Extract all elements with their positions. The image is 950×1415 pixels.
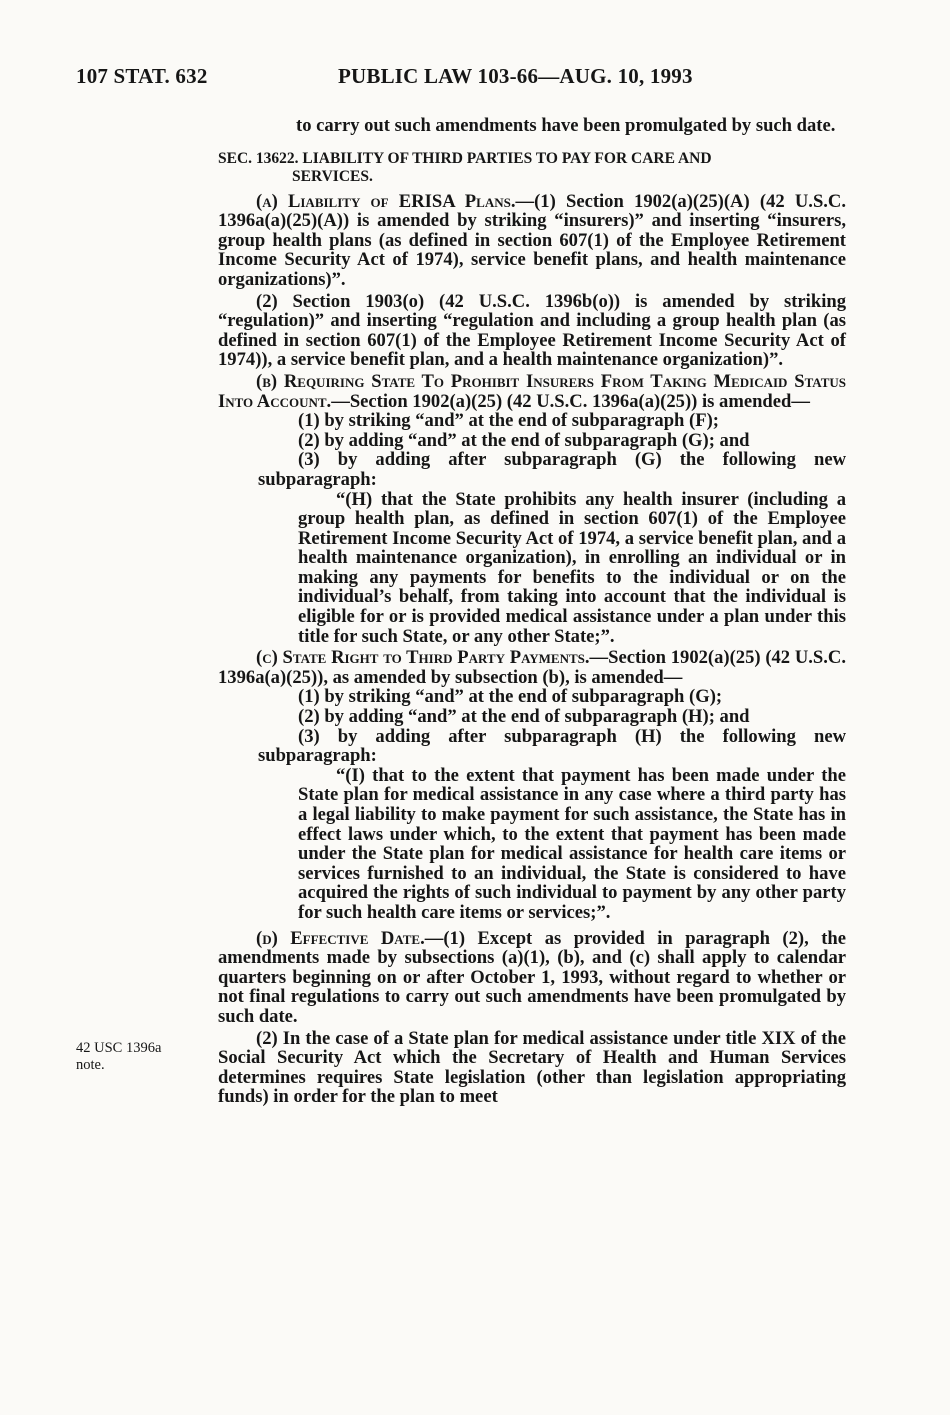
section-heading	[218, 150, 846, 186]
section-heading-line1: SEC. 13622. LIABILITY OF THIRD PARTIES TO PAY FOR CARE AND	[218, 149, 712, 167]
subsection-d-heading: (d) Effective Date.	[256, 927, 425, 949]
subsection-c-item-2: (2) by adding “and” at the end of subparagraph (H); and	[298, 706, 750, 728]
subsection-a-heading: (a) Liability of ERISA Plans.	[256, 190, 516, 212]
page-running-title: PUBLIC LAW 103-66—AUG. 10, 1993	[338, 64, 693, 88]
margin-note-citation: 42 USC 1396a	[76, 1040, 162, 1056]
document-body	[218, 116, 846, 1107]
subsection-c-paragraph	[218, 648, 846, 687]
subsection-b-paragraph	[218, 372, 846, 411]
subsection-c-quoted-text: “(I) that to the extent that payment has been made under the State plan for medical assistance in any case where a third party has a legal liability to make payment for such assistance, the State has in effect laws under which, to the extent that payment has been made under the State plan for medical assistance for health care items or services furnished to an individual, the State is considered to have acquired the rights of such individual to payment by any other party for such health care items or services;”.	[298, 764, 846, 923]
subsection-b-item-3: (3) by adding after subparagraph (G) the following new subparagraph:	[258, 449, 846, 490]
margin-note	[76, 1040, 161, 1074]
subsection-a-text: —(1) Section 1902(a)(25)(A) (42 U.S.C. 1396a(a)(25)(A)) is amended by striking “insurers)” and inserting “insurers, group health plans (as defined in section 607(1) of the Employee Retirement Income Security Act of 1974), service benefit plans, and health maintenance organizations)”.	[218, 190, 847, 290]
continuation-paragraph: to carry out such amendments have been promulgated by such date.	[296, 115, 836, 136]
subsection-b-quoted-text: “(H) that the State prohibits any health insurer (including a group health plan, as defined in section 607(1) of the Employee Retirement Income Security Act of 1974, a service benefit plan, and a health maintenance organization), in enrolling an individual or in making any payments for benefits to the individual or on the individual’s behalf, from taking into account that the individual is eligible for or is provided medical assistance under a plan under this title for such State, or any other State;”.	[298, 488, 846, 647]
page-stat-number: 107 STAT. 632	[76, 64, 208, 88]
subsection-d-paragraph-1	[218, 929, 846, 1027]
subsection-c-heading: (c) State Right to Third Party Payments.	[256, 647, 590, 669]
subsection-d-text: —(1) Except as provided in paragraph (2), the amendments made by subsections (a)(1), (b), and (c) shall apply to calendar quarters beginning on or after October 1, 1993, without regard to whether or not final regulations to carry out such amendments have been promulgated by such date.	[218, 927, 847, 1027]
subsection-b-item-1: (1) by striking “and” at the end of subparagraph (F);	[298, 410, 719, 432]
section-heading-line2: SERVICES.	[292, 167, 373, 185]
subsection-b-item-2: (2) by adding “and” at the end of subparagraph (G); and	[298, 429, 750, 451]
subsection-c-text: —Section 1902(a)(25) (42 U.S.C. 1396a(a)(25)), as amended by subsection (b), is amended—	[218, 647, 846, 688]
subsection-c-item-3: (3) by adding after subparagraph (H) the following new subparagraph:	[258, 725, 846, 767]
subsection-b-text: —Section 1902(a)(25) (42 U.S.C. 1396a(a)(25)) is amended—	[331, 390, 810, 412]
subsection-d-paragraph-2: (2) In the case of a State plan for medical assistance under title XIX of the Social Security Act which the Secretary of Health and Human Services determines requires State legislation (other than legislation appropriating funds) in order for the plan to meet	[218, 1027, 846, 1108]
margin-note-label: note.	[76, 1057, 105, 1073]
subsection-c-item-1: (1) by striking “and” at the end of subparagraph (G);	[298, 686, 723, 708]
subsection-b-heading: (b) Requiring State To Prohibit Insurers From Taking Medicaid Status Into Account.	[218, 370, 846, 412]
subsection-a-paragraph-1	[218, 192, 846, 290]
subsection-a-paragraph-2: (2) Section 1903(o) (42 U.S.C. 1396b(o)) is amended by striking “regulation)” and inserting “regulation and including a group health plan (as defined in section 607(1) of the Employee Retirement Income Security Act of 1974)), a service benefit plan, and a health maintenance organization)”.	[218, 290, 846, 371]
